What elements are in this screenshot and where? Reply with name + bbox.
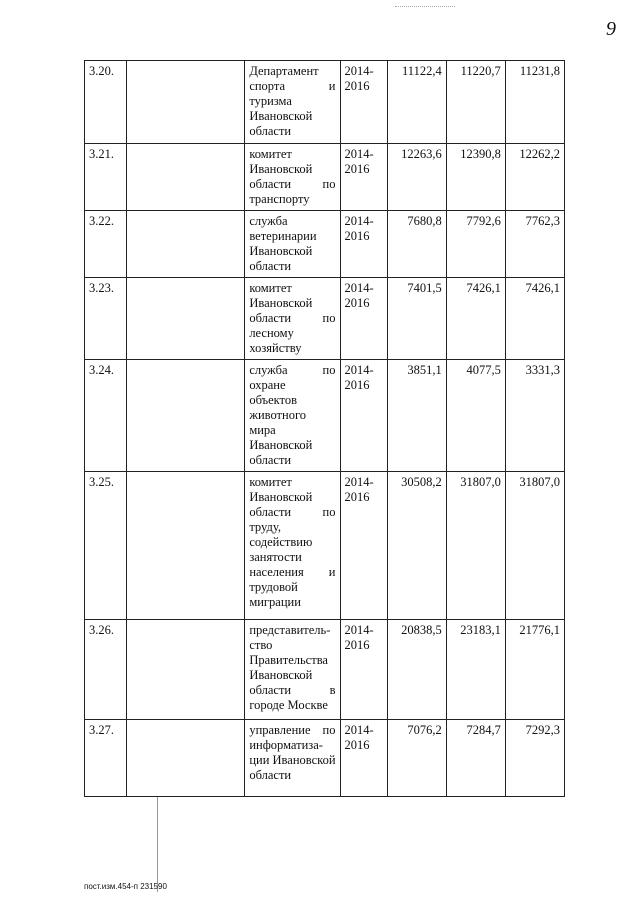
value-2014: 30508,2	[387, 472, 446, 620]
row-number: 3.27.	[85, 720, 127, 797]
department-name: представитель-ство Правительства Ивановской области в городе Москве	[245, 620, 340, 720]
value-2015: 7426,1	[446, 278, 505, 360]
blank-cell	[127, 472, 245, 620]
department-name: Департамент спорта и туризма Ивановской области	[245, 61, 340, 144]
value-2016: 3331,3	[505, 360, 564, 472]
value-2014: 7680,8	[387, 211, 446, 278]
value-2016: 12262,2	[505, 144, 564, 211]
value-2015: 12390,8	[446, 144, 505, 211]
value-2016: 21776,1	[505, 620, 564, 720]
blank-cell	[127, 360, 245, 472]
footer-code: пост.изм.454-п 231590	[84, 882, 167, 891]
value-2015: 31807,0	[446, 472, 505, 620]
table-row	[85, 472, 565, 620]
table-row	[85, 278, 565, 360]
row-number: 3.22.	[85, 211, 127, 278]
value-2016: 7762,3	[505, 211, 564, 278]
value-2014: 20838,5	[387, 620, 446, 720]
value-2016: 31807,0	[505, 472, 564, 620]
value-2014: 7076,2	[387, 720, 446, 797]
scan-artifact	[395, 6, 455, 9]
period: 2014-2016	[340, 472, 387, 620]
value-2014: 11122,4	[387, 61, 446, 144]
period: 2014-2016	[340, 61, 387, 144]
table-row	[85, 620, 565, 720]
period: 2014-2016	[340, 144, 387, 211]
value-2015: 7792,6	[446, 211, 505, 278]
value-2016: 7292,3	[505, 720, 564, 797]
department-name: управление по информатиза-ции Ивановской области	[245, 720, 340, 797]
row-number: 3.26.	[85, 620, 127, 720]
blank-cell	[127, 211, 245, 278]
department-name: служба по охране объектов животного мира Ивановской области	[245, 360, 340, 472]
blank-cell	[127, 61, 245, 144]
table-row	[85, 144, 565, 211]
table-row	[85, 720, 565, 797]
page-number: 9	[606, 18, 616, 40]
period: 2014-2016	[340, 360, 387, 472]
value-2016: 7426,1	[505, 278, 564, 360]
value-2015: 4077,5	[446, 360, 505, 472]
value-2015: 11220,7	[446, 61, 505, 144]
department-name: комитет Ивановской области по транспорту	[245, 144, 340, 211]
department-name: служба ветеринарии Ивановской области	[245, 211, 340, 278]
value-2016: 11231,8	[505, 61, 564, 144]
value-2014: 3851,1	[387, 360, 446, 472]
value-2015: 23183,1	[446, 620, 505, 720]
value-2014: 7401,5	[387, 278, 446, 360]
budget-table	[84, 60, 565, 797]
scan-artifact-line	[157, 797, 158, 892]
department-name: комитет Ивановской области по лесному хозяйству	[245, 278, 340, 360]
blank-cell	[127, 144, 245, 211]
row-number: 3.21.	[85, 144, 127, 211]
row-number: 3.24.	[85, 360, 127, 472]
blank-cell	[127, 620, 245, 720]
period: 2014-2016	[340, 620, 387, 720]
period: 2014-2016	[340, 278, 387, 360]
table-row	[85, 360, 565, 472]
row-number: 3.23.	[85, 278, 127, 360]
row-number: 3.20.	[85, 61, 127, 144]
blank-cell	[127, 720, 245, 797]
period: 2014-2016	[340, 211, 387, 278]
table-row	[85, 61, 565, 144]
value-2015: 7284,7	[446, 720, 505, 797]
period: 2014-2016	[340, 720, 387, 797]
row-number: 3.25.	[85, 472, 127, 620]
blank-cell	[127, 278, 245, 360]
value-2014: 12263,6	[387, 144, 446, 211]
department-name: комитет Ивановской области по труду, содействию занятости населения и трудовой миграции	[245, 472, 340, 620]
table-row	[85, 211, 565, 278]
